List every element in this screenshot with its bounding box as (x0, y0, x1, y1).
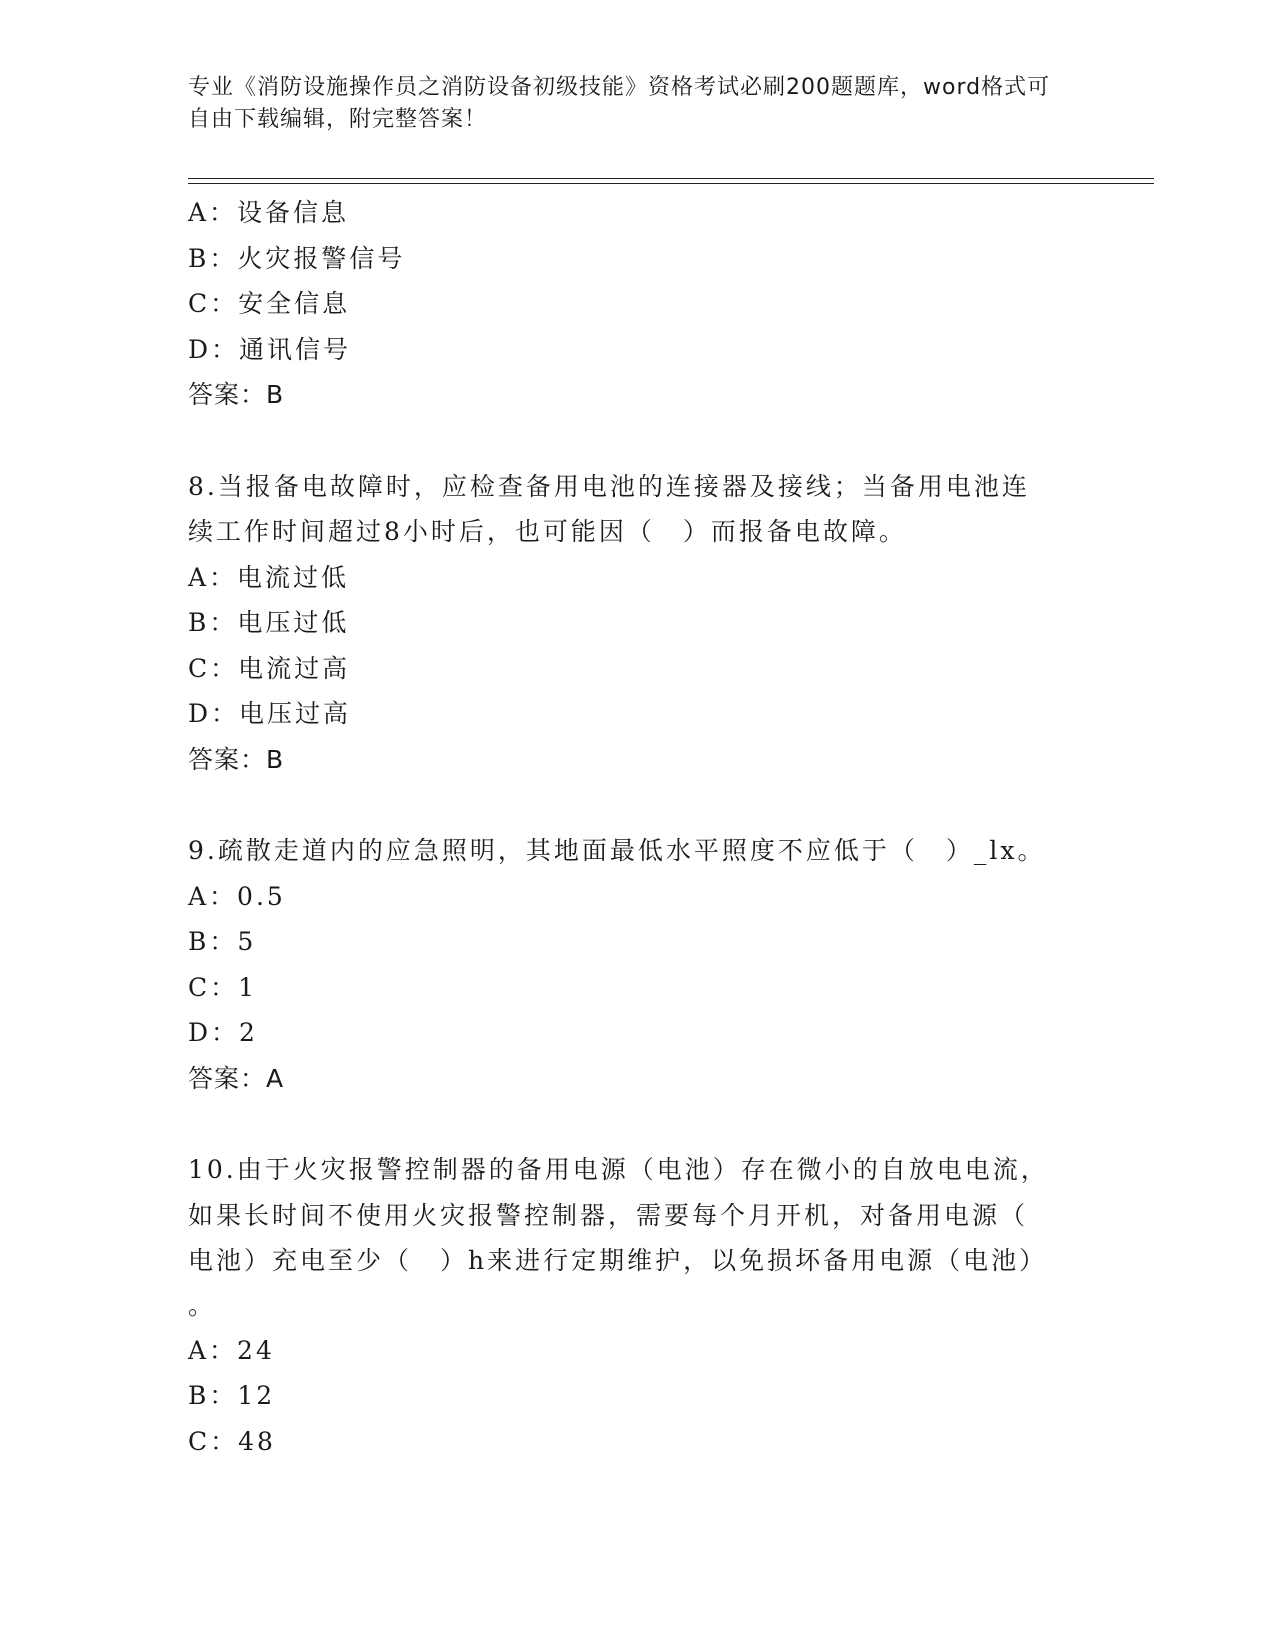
question-stem-line: 10.由于火灾报警控制器的备用电源（电池）存在微小的自放电电流， (188, 1155, 1049, 1184)
option-d: D：电压过高 (188, 699, 352, 728)
option-b: B：5 (188, 927, 257, 956)
option-a: A：24 (188, 1335, 275, 1365)
option-a: A：0.5 (188, 881, 286, 911)
header-divider-bottom (188, 183, 1154, 184)
question-7 (188, 190, 1088, 418)
question-stem-line: 。 (188, 1290, 214, 1320)
question-list (188, 190, 1088, 1464)
spacer (188, 1101, 1088, 1147)
answer-line: 答案：A (188, 1063, 285, 1093)
question-9 (188, 828, 1088, 1101)
option-b: B：电压过低 (188, 608, 350, 637)
option-a: A：设备信息 (188, 198, 350, 227)
question-8 (188, 464, 1088, 783)
question-stem-line: 如果长时间不使用火灾报警控制器，需要每个月开机，对备用电源（ (188, 1200, 1029, 1230)
spacer (188, 418, 1088, 464)
header-divider-top (188, 178, 1154, 179)
question-10 (188, 1147, 1088, 1464)
option-c: C：安全信息 (188, 289, 351, 318)
option-a: A：电流过低 (188, 562, 350, 592)
option-c: C：48 (188, 1426, 276, 1456)
spacer (188, 782, 1088, 828)
question-stem-line: 电池）充电至少（ ）h来进行定期维护，以免损坏备用电源（电池） (188, 1246, 1048, 1275)
option-b: B：12 (188, 1381, 276, 1410)
answer-line: 答案：B (188, 380, 285, 409)
question-stem-line: 续工作时间超过8小时后，也可能因（ ）而报备电故障。 (188, 517, 907, 546)
question-stem-line: 8.当报备电故障时，应检查备用电池的连接器及接线；当备用电池连 (188, 471, 1030, 501)
option-c: C：1 (188, 972, 258, 1002)
option-b: B：火灾报警信号 (188, 243, 406, 273)
option-d: D：通讯信号 (188, 334, 352, 364)
document-header: 专业《消防设施操作员之消防设备初级技能》资格考试必刷200题题库，word格式可自由下载编辑，附完整答案！ (188, 75, 1051, 132)
option-d: D：2 (188, 1018, 258, 1047)
option-c: C：电流过高 (188, 653, 351, 683)
answer-line: 答案：B (188, 744, 285, 774)
question-stem-line: 9.疏散走道内的应急照明，其地面最低水平照度不应低于（ ）_lx。 (188, 836, 1046, 865)
